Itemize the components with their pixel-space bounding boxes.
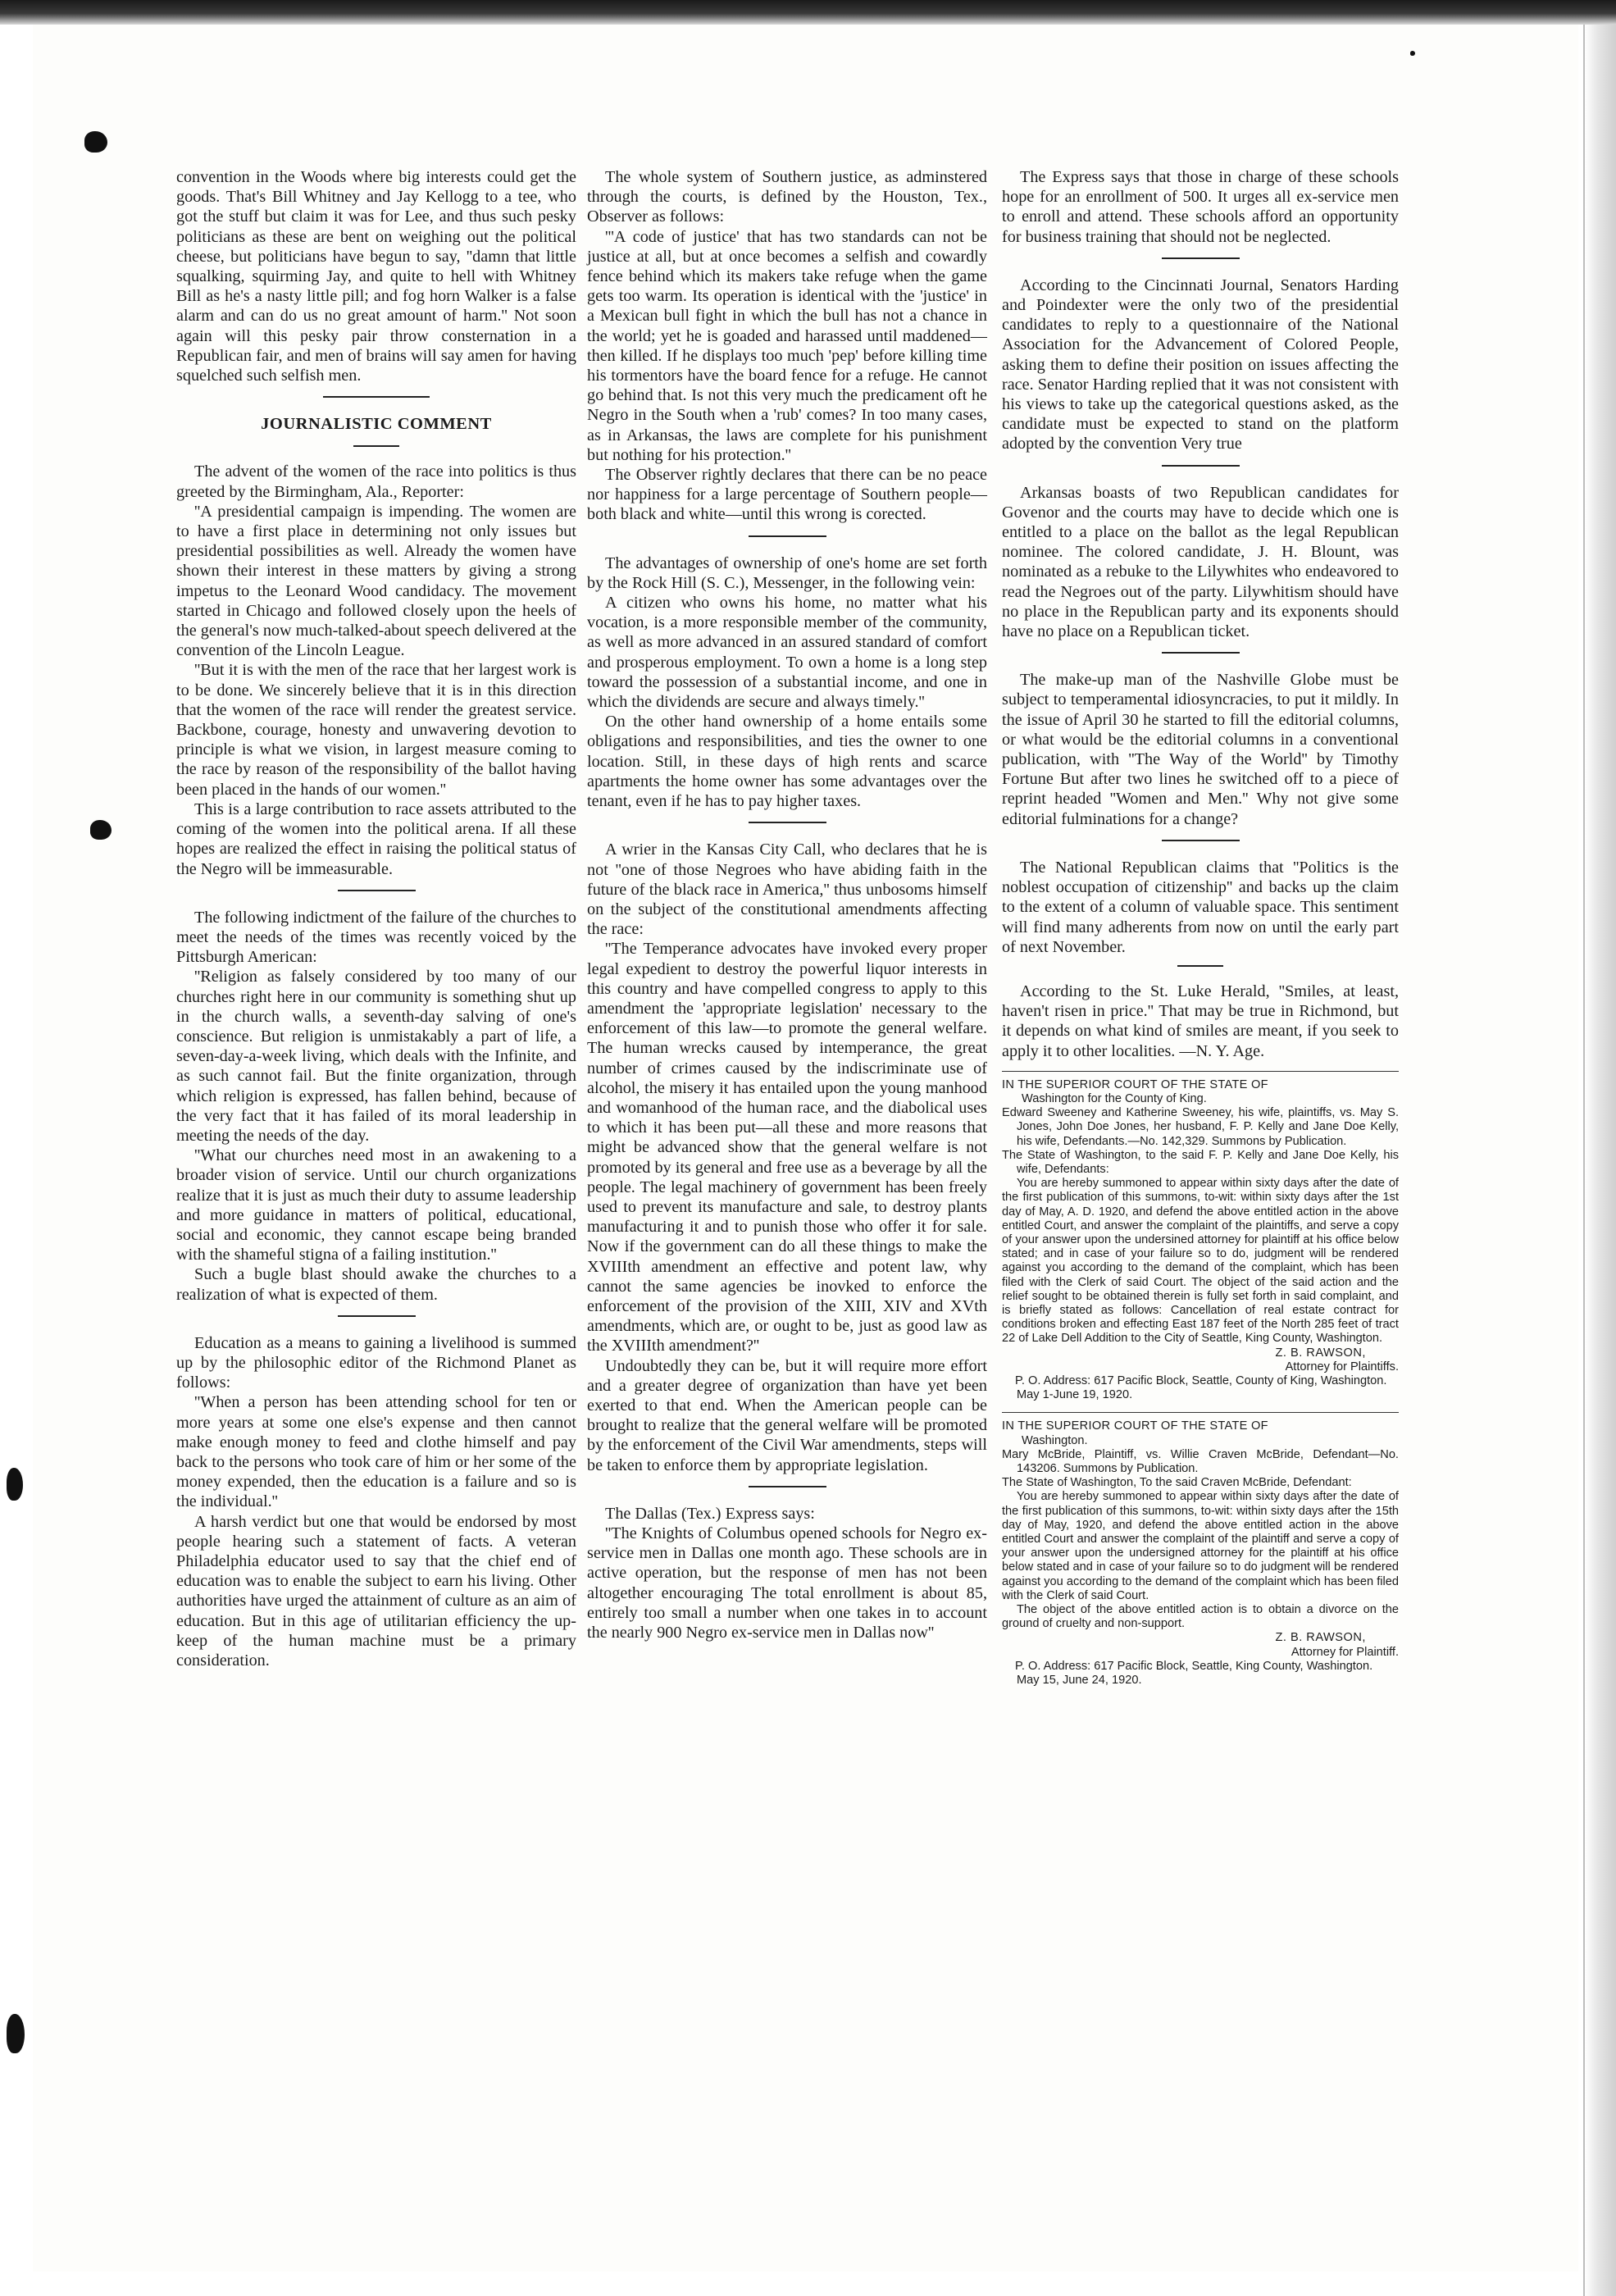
notice-body: You are hereby summoned to appear within sixty days after the date of the first publication of this summons, to-wit: within sixty days after the 1st day of May, A. D. 1920, and defend the above entitled action in the above entitled Court, and answer the complaint of the plaintiffs, and serve a copy of your answer upon the undersined attorney for plaintiff at his office below stated; and in case of your failure so to do, judgment will be rendered against you according to the demand of the complaint, which has been filed with the Clerk of said Court. The object of the said action and the relief sought to be obtained therein is fully set forth in said complaint, and is briefly stated as follows: Cancellation of real estate contract for conditions broken and effecting East 187 feet of the North 285 feet of tract 22 of Lake Dell Addition to the City of Seattle, King County, Washington. (1002, 1177, 1399, 1346)
article-paragraph: The Express says that those in charge of these schools hope for an enrollment of 500. It urges all ex-service men to enroll and attend. These schools afford an opportunity for business training that should not be neglected. (1002, 168, 1399, 246)
article-paragraph: The whole system of Southern justice, as adminstered through the courts, is defined by the Houston, Tex., Observer as follows: (587, 168, 987, 226)
column-rule (338, 890, 416, 891)
article-paragraph: The Dallas (Tex.) Express says: (605, 1504, 815, 1523)
quote-paragraph: A citizen who owns his home, no matter what his vocation, is a more responsible member of the community, as well as more advanced in an assured standard of comfort and prosperous employment. To own a home is a long step toward the possession of a substantial income, and one in which the dividends are secure and always timely.'' (587, 594, 987, 712)
column-rule (749, 1486, 826, 1487)
ink-speck (7, 1468, 23, 1501)
article-paragraph: According to the St. Luke Herald, ''Smiles, at least, haven't risen in price.'' That may be true in Richmond, but it depends on what kind of smiles are meant, if you seek to apply it to other localities. —N. Y. Age. (1002, 982, 1399, 1060)
article-paragraph: This is a large contribution to race assets attributed to the coming of the women into the political arena. If all these hopes are realized the effect in raising the political status of the Negro will be immeasurable. (176, 800, 576, 878)
article-paragraph: Arkansas boasts of two Republican candidates for Govenor and the courts may have to decide which one is entitled to a place on the ballot as the legal Republican nominee. The colored candidate, J. H. Blount, was nominated as a rebuke to the Lilywhites who endeavored to read the Negroes out of the party. Lilywhitism should have no place in the Republican party and its exponents should have no place on a Republican ticket. (1002, 483, 1399, 641)
notice-dates: May 15, June 24, 1920. (1017, 1674, 1142, 1688)
quote-paragraph: ''When a person has been attending school for ten or more years at some one else's expense and then cannot make enough money to feed and clothe himself and pay back to the persons who took care of him or her some of the money expended, then the education is a failure and so is the individual.'' (176, 1393, 576, 1511)
article-paragraph: A wrier in the Kansas City Call, who declares that he is not ''one of those Negroes who have abiding faith in the future of the black race in America,'' thus unbosoms himself on the subject of the constitutional amendments affecting the race: (587, 840, 987, 939)
article-paragraph: The advent of the women of the race into politics is thus greeted by the Birmingham, Ala., Reporter: (176, 462, 576, 501)
quote-paragraph: ''The Temperance advocates have invoked every proper legal expedient to destroy the powerful liquor interests in this country and have compelled congress to apply to this amendment the 'appropriate legislation' necessary to the enforcement of this law—to promote the general welfare. The human wrecks caused by intemperance, the great number of crimes caused by the indiscriminate use of alcohol, the misery it has entailed upon the young manhood and womanhood of the human race, and the diabolical uses to which it has been put—all these and more reasons that might be advanced show that the general welfare is not promoted by its general and free use as a beverage by all the people. The legal machinery of government has been freely used to prevent its manufacture and sale, to destroy plants manufacturing it and to punish those who offer it for sale. Now if the government can do all these things to make the XVIIIth amendment an effective and potent law, why cannot the same agencies be inovked to enforce the enforcement of the provision of the XIII, XIV and XVth amendments, which are, or ought to be, just as good law as the XVIIIth amendment?'' (587, 940, 987, 1355)
legal-notice-1 (1002, 1078, 1399, 1403)
quote-paragraph: ''Religion as falsely considered by too many of our churches right here in our community is something shut up in the church walls, a seventh-day salving of one's conscience. But religion is unmistakably a part of life, a seven-day-a-week living, which deals with the Infinite, and as such cannot fail. But the finite organization, through which religion is expressed, has fallen behind, because of the very fact that it has failed of its moral leadership in meeting the needs of the day. (176, 968, 576, 1145)
column-1 (176, 167, 576, 1670)
notice-dates: May 1-June 19, 1920. (1017, 1388, 1133, 1402)
column-rule (323, 396, 430, 398)
article-paragraph: Such a bugle blast should awake the churches to a realization of what is expected of them. (176, 1265, 576, 1304)
article-paragraph: The National Republican claims that ''Politics is the noblest occupation of citizenship'' and backs up the claim to the extent of a column of valuable space. This sentiment will find many adherents from now on until the early part of next November. (1002, 858, 1399, 956)
article-paragraph: On the other hand ownership of a home entails some obligations and responsibilities, and ties the owner to one location. Still, in these days of high rents and scarce apartments the home owner has some advantages over the tenant, even if he has to pay higher taxes. (587, 713, 987, 811)
column-rule (1162, 465, 1240, 467)
quote-paragraph: ''A presidential campaign is impending. The women are to have a first place in determining not only issues but presidential possibilities as well. Already the women have shown their interest in these matters by giving a strong impetus to the Leonard Wood candidacy. The movement started in Chicago and followed closely upon the heels of the general's now much-talked-about speech delivered at the convention of the Lincoln League. (176, 502, 576, 660)
notice-object: The object of the above entitled action is to obtain a divorce on the ground of cruelty and non-support. (1002, 1603, 1399, 1631)
notice-body: You are hereby summoned to appear within sixty days after the date of the first publication of this summons, to-wit: within sixty days after the 15th day of May, 1920, and defend the above entitled action in the above entitled Court and answer the complaint of the plaintiff and serve a copy of your answer upon the undersigned attorney for the plaintiff at his office below stated and in case of your failure so to do judgment will be rendered against you according to the demand of the complaint which has been filed with the Clerk of said Court. (1002, 1490, 1399, 1602)
article-paragraph: The Observer rightly declares that there can be no peace nor happiness for a large percentage of Southern people—both black and white—until this wrong is corected. (587, 466, 987, 524)
notice-caption: Edward Sweeney and Katherine Sweeney, his wife, plaintiffs, vs. May S. Jones, John Doe Jones, her husband, F. P. Kelly and Jane Doe Kelly, his wife, Defendants.—No. 142,329. Summons by Publication. (1002, 1106, 1399, 1148)
column-3 (1002, 167, 1399, 1688)
ink-speck (7, 2014, 25, 2053)
ink-speck (84, 131, 107, 153)
notice-caption: Mary McBride, Plaintiff, vs. Willie Craven McBride, Defendant—No. 143206. Summons by Publication. (1002, 1447, 1399, 1475)
column-rule (1162, 840, 1240, 841)
column-rule (749, 535, 826, 537)
notice-addressee: The State of Washington, to the said F. P. Kelly and Jane Doe Kelly, his wife, Defendants: (1002, 1148, 1399, 1176)
article-paragraph: Education as a means to gaining a livelihood is summed up by the philosophic editor of the Richmond Planet as follows: (176, 1333, 576, 1392)
quote-paragraph: ''But it is with the men of the race that her largest work is to be done. We sincerely believe that it is in this direction that the women of the race will render the greatest service. Backbone, courage, honesty and unwavering devotion to principle is what we vision, in largest measure coming to the race by reason of the responsibility of the ballot having been placed in the hands of our women.'' (176, 661, 576, 799)
notice-court-sub: Washington. (1022, 1433, 1088, 1447)
article-paragraph: Undoubtedly they can be, but it will require more effort and a greater degree of organization than have yet been exerted to that end. When the American people can be brought to realize that the general welfare will be promoted by the enforcement of the Civil War amendments, steps will be taken to enforce them by appropriate legislation. (587, 1356, 987, 1474)
column-rule (353, 445, 399, 447)
column-rule (749, 822, 826, 823)
column-2 (587, 167, 987, 1642)
column-rule (1162, 257, 1240, 259)
notice-attorney-role: Attorney for Plaintiff. (1291, 1645, 1399, 1659)
column-rule (1177, 965, 1223, 967)
column-rule (338, 1315, 416, 1317)
notice-attorney: Z. B. RAWSON, (1275, 1346, 1366, 1360)
notice-attorney-role: Attorney for Plaintiffs. (1285, 1360, 1399, 1374)
legal-notice-2 (1002, 1419, 1399, 1688)
quote-paragraph: '''A code of justice' that has two standards can not be justice at all, but at once becomes a selfish and cowardly fence behind which its makers take refuge when the game gets too warm. Its operation is identical with the 'justice' in a Mexican bull fight in which the bull has not a chance in the world; yet he is goaded and harassed until maddened—then killed. If he displays too much 'pep' before killing time his tormentors have the board fence for a refuge. He cannot go behind that. Is not this very much the predicament oft he Negro in the South when a 'rub' comes? In too many cases, as in Arkansas, the laws are complete for his punishment but nothing for his protection.'' (587, 227, 987, 464)
article-paragraph: According to the Cincinnati Journal, Senators Harding and Poindexter were the only two of the presidential candidates to reply to a questionnaire of the National Association for the Advancement of Colored People, asking them to define their position on issues affecting the race. Senator Harding replied that it was not consistent with his views to take up the categorical questions asked, as the candidate must be expected to stand on the platform adopted by the convention Very true (1002, 276, 1399, 453)
column-rule (1162, 652, 1240, 654)
notice-addressee: The State of Washington, To the said Craven McBride, Defendant: (1002, 1476, 1352, 1490)
article-paragraph: The following indictment of the failure of the churches to meet the needs of the times was recently voiced by the Pittsburgh American: (176, 908, 576, 967)
scan-top-edge (0, 0, 1616, 25)
article-paragraph: The advantages of ownership of one's home are set forth by the Rock Hill (S. C.), Messenger, in the following vein: (587, 554, 987, 592)
quote-paragraph: ''The Knights of Columbus opened schools for Negro ex-service men in Dallas one month ago. These schools are in active operation, but the response of men has not been altogether encouraging The total enrollment is about 85, entirely too small a number when one takes in to account the nearly 900 Negro ex-service men in Dallas now'' (587, 1524, 987, 1642)
ink-speck (1410, 51, 1415, 56)
notice-divider (1002, 1071, 1399, 1072)
notice-court-sub: Washington for the County of King. (1022, 1091, 1207, 1105)
notice-court: IN THE SUPERIOR COURT OF THE STATE OF (1002, 1077, 1268, 1091)
article-paragraph: convention in the Woods where big interests could get the goods. That's Bill Whitney and Jay Kellogg to a tee, who got the stuff but claim it was for Lee, and thus such pesky politicians as these are bent on weighing out the political cheese, but politicians have begun to say, ''damn that little squalking, squirming Jay, and quite to hell with Whitney Bill as he's a nasty little pill; and fog horn Walker is a false alarm and can do us no great amount of harm.'' Not soon again will this pesky pair throw consternation in a Republican fair, and men of brains will say amen for having squelched such selfish men. (176, 168, 576, 385)
notice-attorney: Z. B. RAWSON, (1275, 1631, 1366, 1645)
notice-divider (1002, 1412, 1399, 1413)
notice-address: P. O. Address: 617 Pacific Block, Seattle, County of King, Washington. (1015, 1374, 1387, 1387)
quote-paragraph: ''What our churches need most in an awakening to a broader vision of service. Until our church organizations realize that it is just as much their duty to assume leadership and more guidance in matters of political, educational, social and economic, they cannot escape being branded with the shameful stigna of a failing institution.'' (176, 1146, 576, 1264)
notice-court: IN THE SUPERIOR COURT OF THE STATE OF (1002, 1419, 1268, 1433)
notice-address: P. O. Address: 617 Pacific Block, Seattle, King County, Washington. (1015, 1659, 1373, 1673)
section-heading: JOURNALISTIC COMMENT (261, 415, 492, 434)
article-paragraph: A harsh verdict but one that would be endorsed by most people hearing such a statement of facts. A veteran Philadelphia educator used to say that the chief end of education was to enable the subject to earn his living. Other authorities have urged the attainment of culture as an aim of education. But in this age of utilitarian efficiency the up-keep of the human machine must be a primary consideration. (176, 1512, 576, 1670)
article-paragraph: The make-up man of the Nashville Globe must be subject to temperamental idiosyncracies, to put it mildly. In the issue of April 30 he started to fill the editorial columns, or what would be the editorial columns in a conventional publication, with ''The Way of the World'' by Timothy Fortune But after two lines he switched off to a piece of reprint headed ''Women and Men.'' Why not give some editorial fulminations for a change? (1002, 671, 1399, 828)
ink-speck (90, 820, 112, 840)
scan-right-edge (1583, 25, 1616, 2296)
